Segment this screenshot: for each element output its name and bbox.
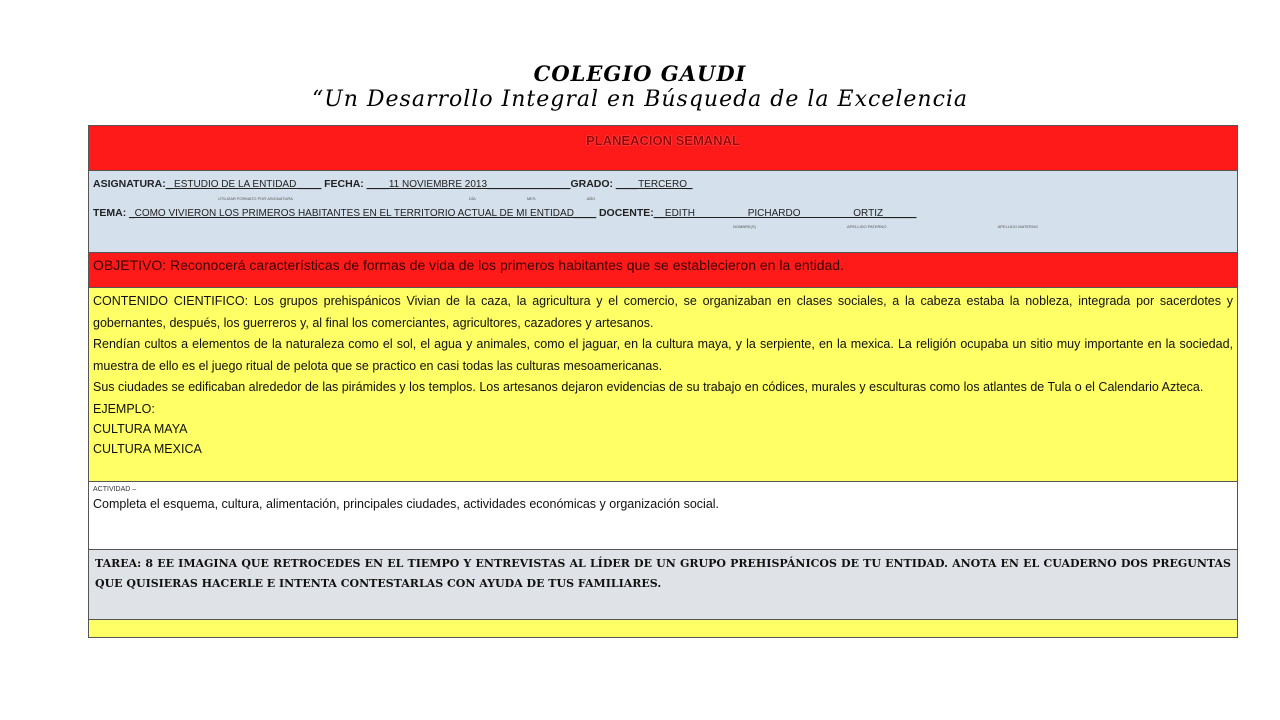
- document-header: [0, 60, 1280, 112]
- activity-row: [89, 482, 1237, 550]
- topic-value: _COMO VIVIERON LOS PRIMEROS HABITANTES EN EL TERRITORIO ACTUAL DE MI ENTIDAD____: [129, 208, 597, 219]
- subject-value: _ ESTUDIO DE LA ENTIDAD ____: [165, 179, 322, 190]
- objective-text: OBJETIVO: Reconocerá características de formas de vida de los primeros habitantes que se establecieron en la entidad.: [93, 257, 844, 273]
- activity-label: ACTIVIDAD –: [93, 486, 137, 493]
- teacher-label: DOCENTE:: [598, 207, 654, 219]
- date-label: FECHA:: [324, 178, 364, 190]
- hint-first-name: NOMBRE(S): [733, 224, 756, 229]
- objective-row: [89, 253, 1237, 288]
- content-paragraph-1: CONTENIDO CIENTIFICO: Los grupos prehispánicos Vivian de la caza, la agricultura y el comercio, se organizaban en clases sociales, a la cabeza estaba la nobleza, integrada por sacerdotes y gobernantes, después, los guerreros y, al final los comerciantes, agricultores, cazadores y artesanos.: [93, 294, 1233, 330]
- hint-maternal: APELLIDO MATERNO: [997, 224, 1038, 229]
- grade-value: ____TERCERO_: [615, 179, 693, 190]
- date-value: ____11 NOVIEMBRE 2013_______________: [366, 179, 571, 190]
- homework-row: [89, 550, 1237, 620]
- hint-day: DÍA: [469, 196, 476, 201]
- example-label: EJEMPLO:: [93, 401, 155, 416]
- title-row: [89, 126, 1237, 171]
- grade-label: GRADO:: [570, 178, 614, 190]
- footer-row: [89, 620, 1237, 637]
- hint-format: UTILIZAR FORMATO POR ASIGNATURA: [218, 196, 293, 201]
- activity-text: Completa el esquema, cultura, alimentación, principales ciudades, actividades económicas y organización social.: [93, 497, 720, 511]
- topic-line: [93, 206, 1233, 221]
- school-slogan: “Un Desarrollo Integral en Búsqueda de la Excelencia: [311, 87, 969, 112]
- example-mexica: CULTURA MEXICA: [93, 441, 202, 456]
- subject-hints: [93, 196, 1233, 202]
- info-row: [89, 171, 1237, 253]
- content-row: [89, 288, 1237, 482]
- hint-paternal: APELLIDO PATERNO: [847, 224, 887, 229]
- hint-year: AÑO: [586, 196, 596, 201]
- content-paragraph-3: Sus ciudades se edificaban alrededor de las pirámides y los templos. Los artesanos dejaron evidencias de su trabajo en códices, murales y esculturas como los atlantes de Tula o el Calendario Azteca.: [93, 380, 1204, 394]
- planning-table: [88, 125, 1238, 638]
- teacher-value: __EDITH PICHARDO ORTIZ______: [653, 208, 917, 219]
- homework-text: TAREA: 8 EE IMAGINA QUE RETROCEDES EN EL TIEMPO Y ENTREVISTAS AL LÍDER DE UN GRUPO PREHISPÁNICOS DE TU ENTIDAD. ANOTA EN EL CUADERNO DOS PREGUNTAS QUE QUISIERAS HACERLE E INTENTA CONTESTARLAS CON AYUDA DE TUS FAMILIARES.: [95, 557, 1231, 590]
- school-name: COLEGIO GAUDI: [533, 61, 747, 86]
- example-maya: CULTURA MAYA: [93, 421, 188, 436]
- content-paragraph-2: Rendían cultos a elementos de la naturaleza como el sol, el agua y animales, como el jaguar, en la cultura maya, y la serpiente, en la mexica. La religión ocupaba un sitio muy importante en la sociedad, muestra de ello es el juego ritual de pelota que se practico en casi todas las culturas mesoamericanas.: [93, 337, 1233, 373]
- topic-label: TEMA:: [93, 207, 127, 219]
- subject-line: [93, 177, 1233, 192]
- planning-title: PLANEACION SEMANAL: [586, 133, 740, 148]
- subject-label: ASIGNATURA:: [93, 178, 166, 190]
- teacher-hints: [93, 224, 1233, 230]
- hint-month: MES: [526, 196, 536, 201]
